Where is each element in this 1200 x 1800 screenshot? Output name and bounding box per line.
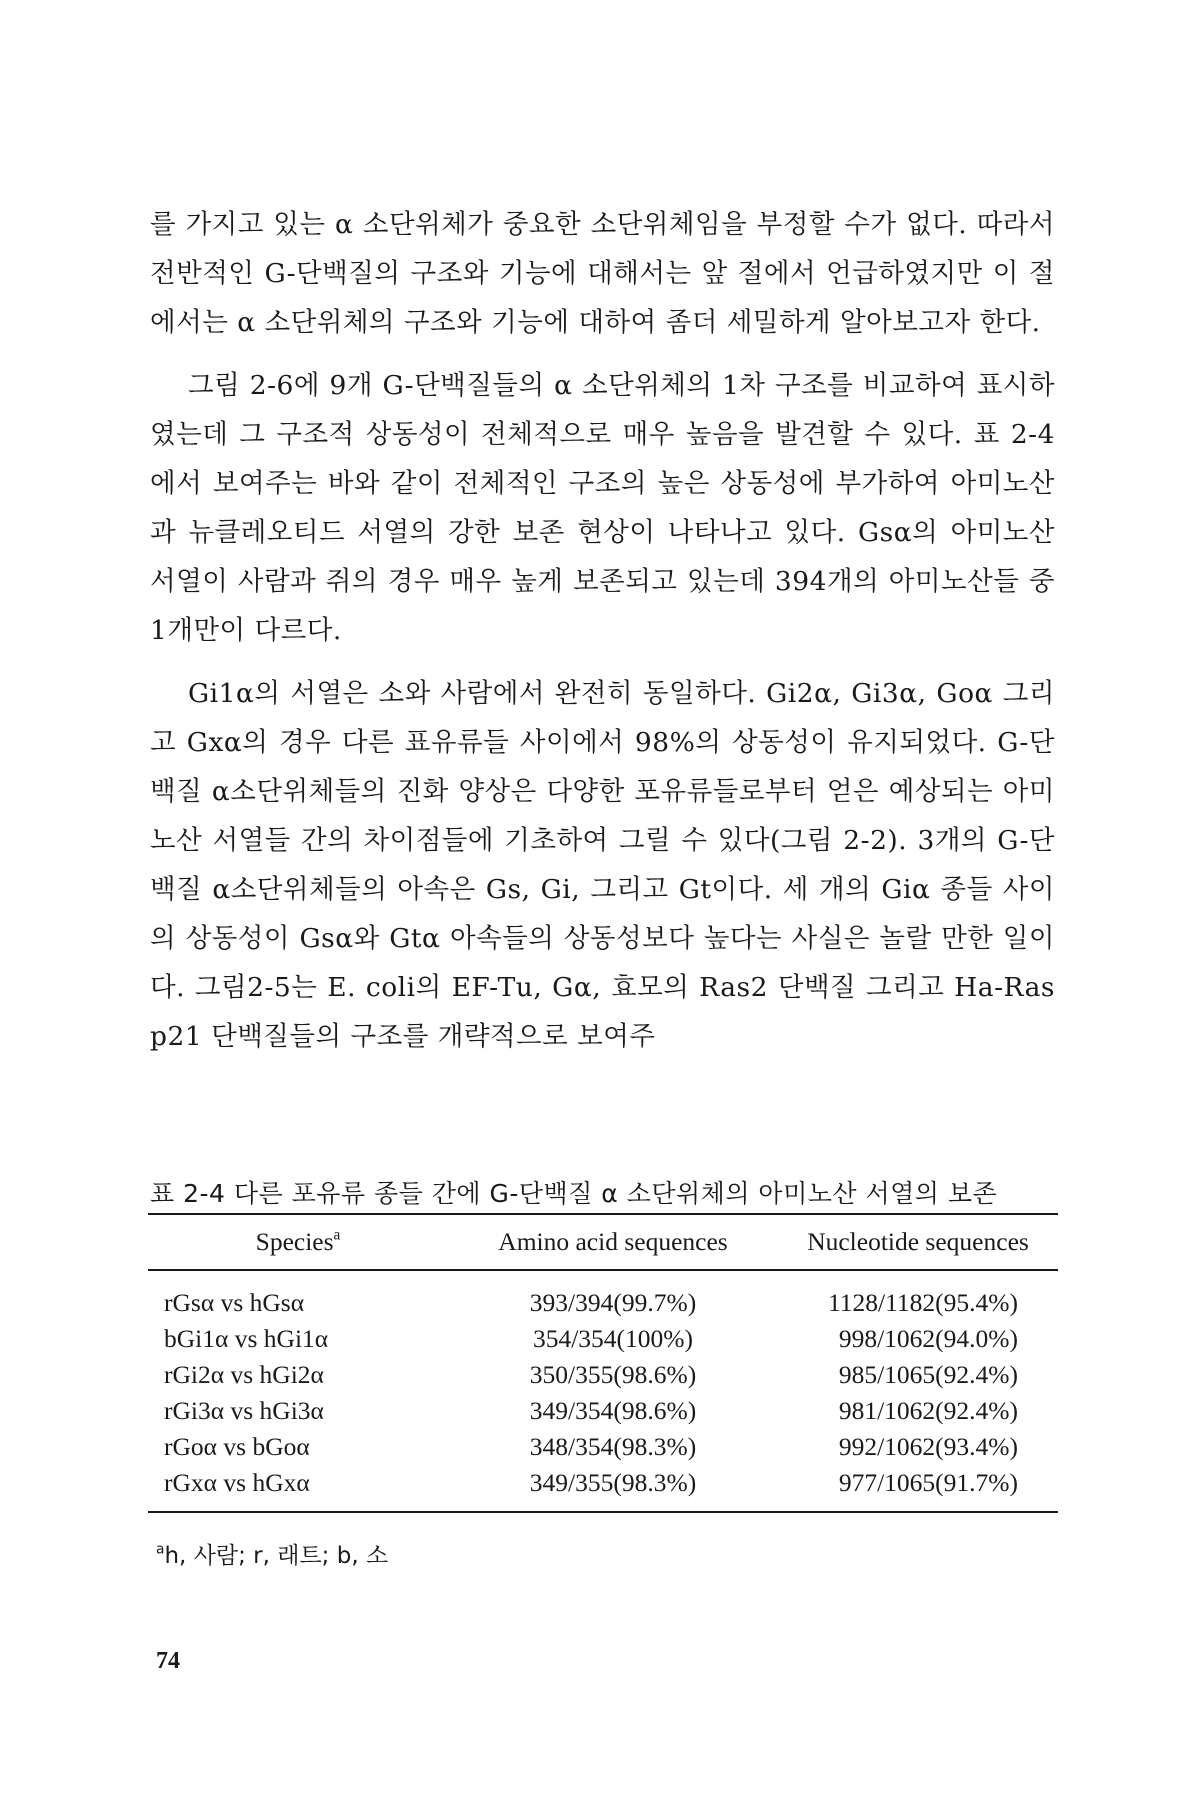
paragraph-2: 그림 2-6에 9개 G-단백질들의 α 소단위체의 1차 구조를 비교하여 표시하였는데 그 구조적 상동성이 전체적으로 매우 높음을 발견할 수 있다. 표 2-4에서 보여주는 바와 같이 전체적인 구조의 높은 상동성에 부가하여 아미노산과 뉴클레오티드 서열의 강한 보존 현상이 나타나고 있다. Gsα의 아미노산 서열이 사람과 쥐의 경우 매우 높게 보존되고 있는데 394개의 아미노산들 중 1개만이 다르다. [150, 370, 1055, 646]
table-row [148, 1393, 1058, 1429]
cell-amino: 348/354(98.3%) [529, 1431, 697, 1461]
header-species [148, 1227, 448, 1257]
header-amino: Amino acid sequences [498, 1227, 728, 1256]
table-body [148, 1271, 1058, 1511]
cell-species: bGi1α vs hGi1α [164, 1323, 329, 1353]
table-row [148, 1465, 1058, 1501]
header-nucleotide: Nucleotide sequences [807, 1227, 1029, 1256]
cell-nucleotide: 977/1065(91.7%) [838, 1467, 1018, 1497]
cell-amino: 350/355(98.6%) [529, 1359, 697, 1389]
footnote-mark: a [156, 1541, 165, 1558]
cell-nucleotide: 981/1062(92.4%) [838, 1395, 1018, 1425]
footnote-text: h, 사람; r, 래트; b, 소 [164, 1543, 389, 1569]
table-row [148, 1357, 1058, 1393]
cell-nucleotide: 992/1062(93.4%) [838, 1431, 1018, 1461]
page-number: 74 [156, 1648, 180, 1674]
paragraph-3: Gi1α의 서열은 소와 사람에서 완전히 동일하다. Gi2α, Gi3α, Goα 그리고 Gxα의 경우 다른 표유류들 사이에서 98%의 상동성이 유지되었다. G-단백질 α소단위체들의 진화 양상은 다양한 포유류들로부터 얻은 예상되는 아미노산 서열들 간의 차이점들에 기초하여 그릴 수 있다(그림 2-2). 3개의 G-단백질 α소단위체들의 아속은 Gs, Gi, 그리고 Gt이다. 세 개의 Giα 종들 사이의 상동성이 Gsα와 Gtα 아속들의 상동성보다 높다는 사실은 놀랄 만한 일이다. 그림2-5는 E. coli의 EF-Tu, Gα, 효모의 Ras2 단백질 그리고 Ha-Ras p21 단백질들의 구조를 개략적으로 보여주 [150, 678, 1055, 1052]
table-footnote [156, 1537, 388, 1570]
cell-nucleotide: 985/1065(92.4%) [838, 1359, 1018, 1389]
cell-species: rGxα vs hGxα [164, 1467, 310, 1497]
cell-species: rGi2α vs hGi2α [164, 1359, 324, 1389]
header-species-text: Species [255, 1227, 334, 1256]
cell-nucleotide: 1128/1182(95.4%) [827, 1287, 1018, 1317]
cell-amino: 354/354(100%) [532, 1323, 694, 1353]
table-row [148, 1321, 1058, 1357]
table-row [148, 1429, 1058, 1465]
cell-species: rGi3α vs hGi3α [164, 1395, 324, 1425]
header-species-mark: a [333, 1226, 341, 1244]
cell-species: rGsα vs hGsα [164, 1287, 305, 1317]
table-header [148, 1215, 1058, 1269]
table-row [148, 1285, 1058, 1321]
conservation-table [148, 1213, 1058, 1513]
cell-species: rGoα vs bGoα [164, 1431, 310, 1461]
cell-nucleotide: 998/1062(94.0%) [838, 1323, 1018, 1353]
cell-amino: 393/394(99.7%) [529, 1287, 697, 1317]
cell-amino: 349/355(98.3%) [529, 1467, 697, 1497]
table-caption: 표 2-4 다른 포유류 종들 간에 G-단백질 α 소단위체의 아미노산 서열의 보존 [150, 1179, 998, 1208]
paragraph-1: 를 가지고 있는 α 소단위체가 중요한 소단위체임을 부정할 수가 없다. 따라서 전반적인 G-단백질의 구조와 기능에 대해서는 앞 절에서 언급하였지만 이 절에서는 α 소단위체의 구조와 기능에 대하여 좀더 세밀하게 알아보고자 한다. [150, 209, 1055, 338]
table-bottom-rule [148, 1511, 1058, 1513]
body-text [150, 200, 1055, 1061]
cell-amino: 349/354(98.6%) [529, 1395, 697, 1425]
